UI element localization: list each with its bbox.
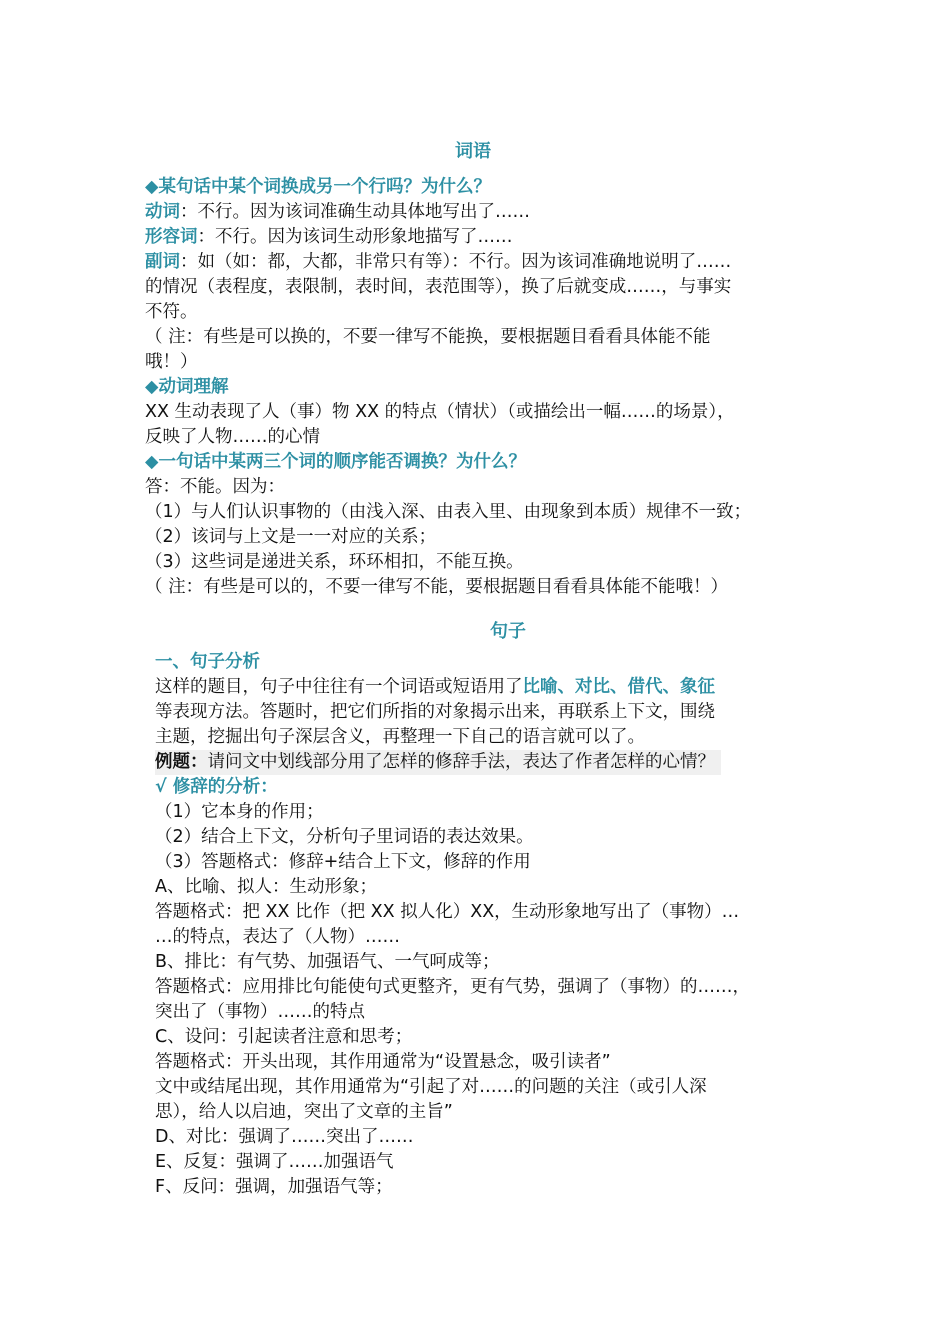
adverb-term: 副词 [145,252,180,272]
rhetoric-point-1: （1）它本身的作用； [155,802,324,822]
question-replace-word: ◆某句话中某个词换成另一个行吗？为什么？ [145,177,491,197]
adverb-text-line-2: 的情况（表程度，表限制，表时间，表范围等），换了后就变成……，与事实 [145,277,732,297]
rhetorical-question-format-line-3: 思），给人以启迪，突出了文章的主旨” [155,1102,453,1122]
metaphor-title: A、比喻、拟人：生动形象； [155,877,377,897]
adjective-text: ：不行。因为该词生动形象地描写了…… [197,227,513,247]
subheading-sentence-analysis: 一、句子分析 [155,652,260,672]
note-word-order: （ 注：有些是可以的，不要一律写不能，要根据题目看看具体能不能哦！） [145,577,729,597]
verb-understanding-line-2: 反映了人物……的心情 [145,427,320,447]
rhetoric-highlight: 比喻、对比、借代、象征 [522,677,715,697]
verb-understanding-line-1: XX 生动表现了人（事）物 XX 的特点（情状）（或描绘出一幅……的场景）， [145,402,735,422]
analysis-paragraph-line-3: 主题，挖掘出句子深层含义，再整理一下自己的语言就可以了。 [155,727,645,747]
word-order-answer: 答：不能。因为： [145,477,285,497]
analysis-paragraph-line-2: 等表现方法。答题时，把它们所指的对象揭示出来，再联系上下文，围绕 [155,702,715,722]
verb-text: ：不行。因为该词准确生动具体地写出了…… [180,202,530,222]
rhetoric-point-2: （2）结合上下文，分析句子里词语的表达效果。 [155,827,534,847]
question-word-order: ◆一句话中某两三个词的顺序能否调换？为什么？ [145,452,526,472]
metaphor-format-line-2: …的特点，表达了（人物）…… [155,927,400,947]
example-label: 例题： [155,752,208,772]
question-verb-understanding: ◆动词理解 [145,377,229,397]
example-text: 请问文中划线部分用了怎样的修辞手法，表达了作者怎样的心情？ [207,752,715,772]
rhetorical-question-title: C、设问：引起读者注意和思考； [155,1027,413,1047]
verb-explanation [145,200,530,225]
rhetorical-question-format-line-1: 答题格式：开头出现，其作用通常为“设置悬念，吸引读者” [155,1052,611,1072]
parallelism-format-line-1: 答题格式：应用排比句能使句式更整齐，更有气势，强调了（事物）的……， [155,977,750,997]
rhetoric-point-3: （3）答题格式：修辞+结合上下文，修辞的作用 [155,852,531,872]
metaphor-format-line-1: 答题格式：把 XX 比作（把 XX 拟人化）XX，生动形象地写出了（事物）… [155,902,740,922]
verb-term: 动词 [145,202,180,222]
adjective-term: 形容词 [145,227,198,247]
word-order-item-2: （2）该词与上文是一一对应的关系； [145,527,437,547]
example-question [155,750,721,775]
contrast-title: D、对比：强调了……突出了…… [155,1127,414,1147]
adverb-text-line-3: 不符。 [145,302,198,322]
analysis-paragraph-line-1 [155,675,715,700]
section-title-sentences: 句子 [490,621,526,642]
parallelism-format-line-2: 突出了（事物）……的特点 [155,1002,365,1022]
subheading-rhetoric-analysis: √ 修辞的分析： [155,777,278,797]
reverse-question-title: F、反问：强调，加强语气等； [155,1177,393,1197]
word-order-item-1: （1）与人们认识事物的（由浅入深、由表入里、由现象到本质）规律不一致； [145,502,752,522]
parallelism-title: B、排比：有气势、加强语气、一气呵成等； [155,952,500,972]
rhetorical-question-format-line-2: 文中或结尾出现，其作用通常为“引起了对……的问题的关注（或引人深 [155,1077,707,1097]
adjective-explanation [145,225,513,250]
section-title-words: 词语 [455,141,491,162]
note-line-1: （ 注：有些是可以换的，不要一律写不能换，要根据题目看看具体能不能 [145,327,711,347]
repetition-title: E、反复：强调了……加强语气 [155,1152,394,1172]
word-order-item-3: （3）这些词是递进关系，环环相扣，不能互换。 [145,552,524,572]
adverb-text: ：如（如：都，大都，非常只有等）：不行。因为该词准确地说明了…… [180,252,732,272]
note-line-2: 哦！） [145,352,198,372]
analysis-text: 这样的题目，句子中往往有一个词语或短语用了 [155,677,523,697]
adverb-explanation [145,250,731,275]
